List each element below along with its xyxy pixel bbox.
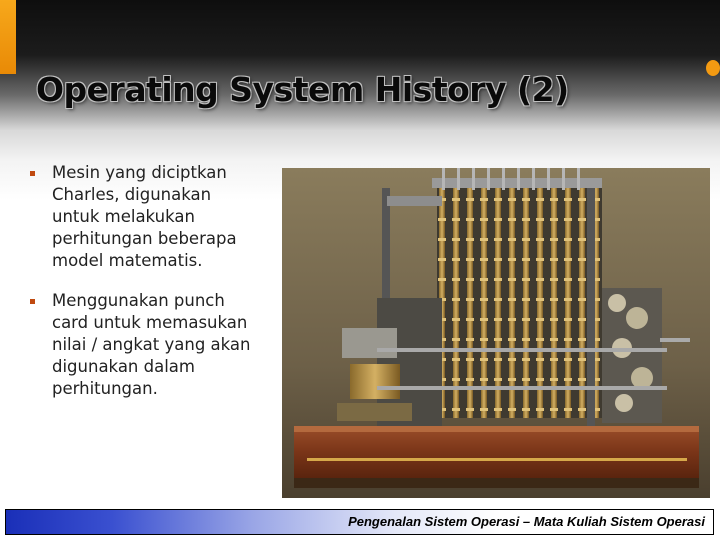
bullet-item (30, 162, 260, 272)
square-bullet-icon (30, 171, 35, 176)
footer-text: Pengenalan Sistem Operasi – Mata Kuliah Sistem Operasi (348, 514, 705, 529)
orange-accent-bar (0, 0, 16, 74)
difference-engine-photo (282, 168, 710, 498)
bullet-text: Menggunakan punch card untuk memasukan nilai / angkat yang akan digunakan dalam perhitungan. (52, 291, 251, 398)
bullet-item (30, 290, 260, 400)
bullet-text: Mesin yang diciptkan Charles, digunakan untuk melakukan perhitungan beberapa model matematis. (52, 163, 237, 270)
footer-bar (5, 509, 714, 535)
slide-title: Operating System History (2) (36, 70, 569, 109)
bullet-list (30, 162, 260, 418)
orange-accent-dot (706, 60, 720, 76)
square-bullet-icon (30, 299, 35, 304)
